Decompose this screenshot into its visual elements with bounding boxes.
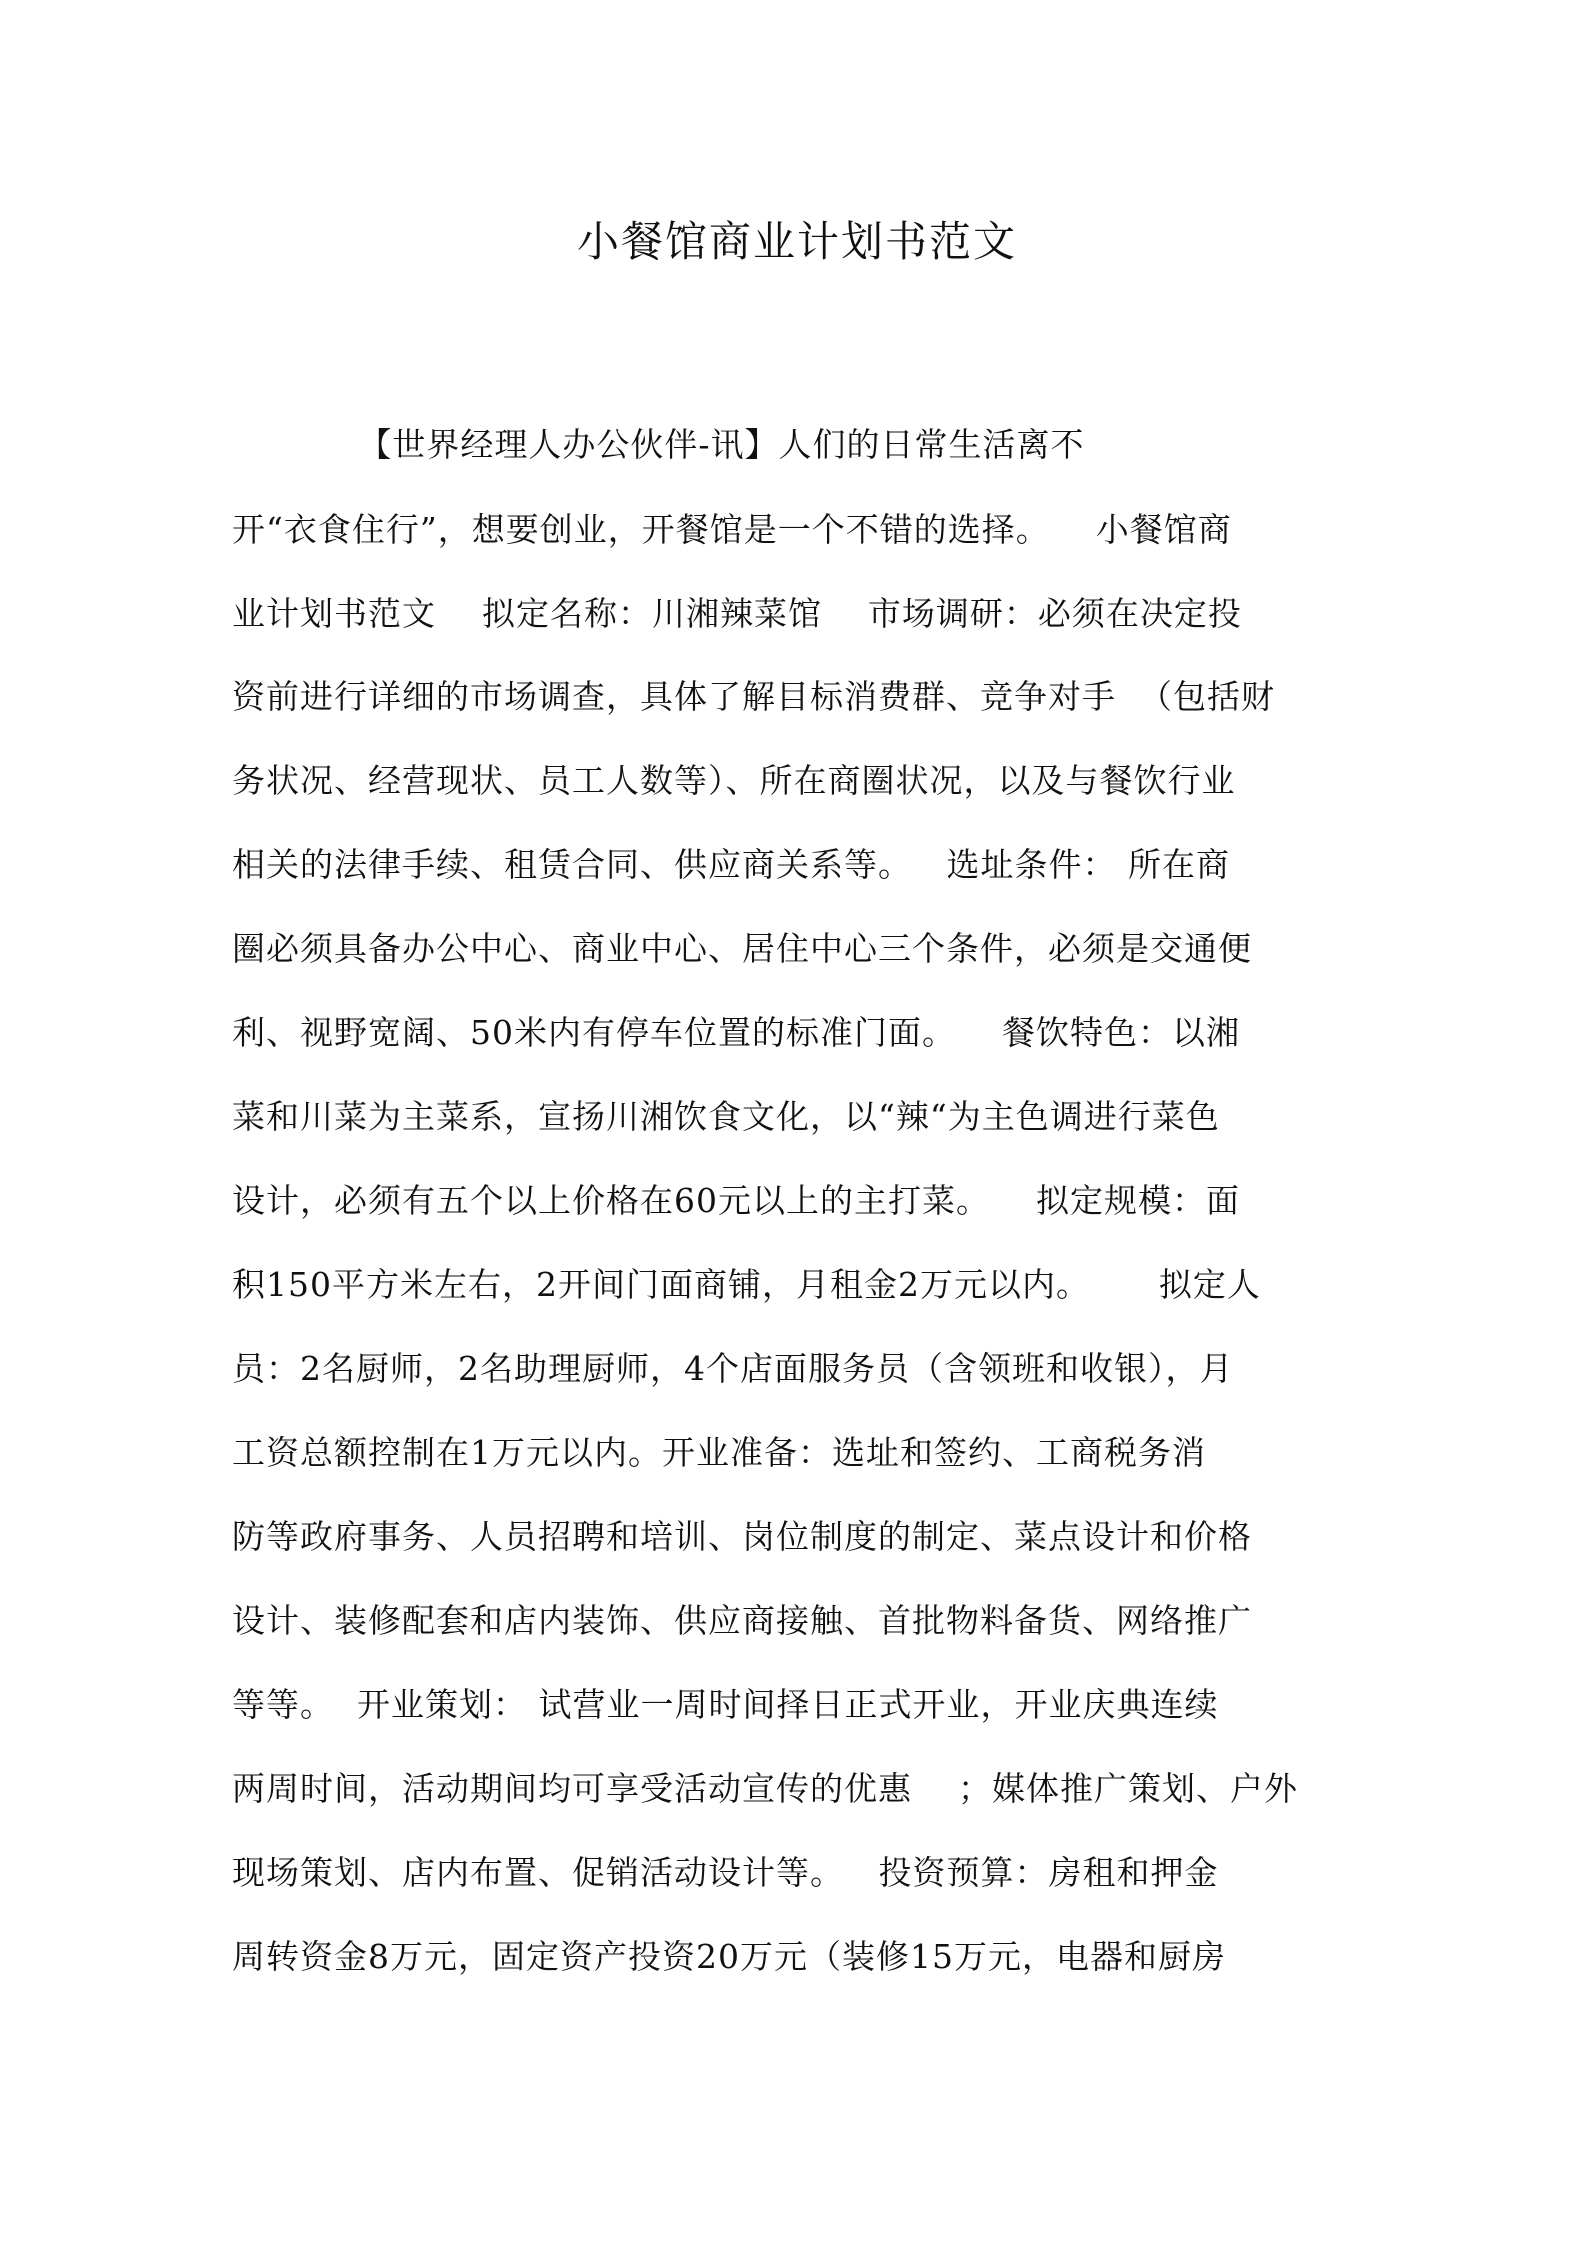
- body-line-13: 工资总额控制在1万元以内。开业准备：选址和签约、工商税务消: [232, 1433, 1206, 1472]
- body-line-8: 利、视野宽阔、50米内有停车位置的标准门面。 餐饮特色：以湘: [232, 1013, 1240, 1052]
- body-line-4: 资前进行详细的市场调查，具体了解目标消费群、竞争对手 （包括财: [232, 677, 1275, 716]
- body-line-18: 现场策划、店内布置、促销活动设计等。 投资预算：房租和押金: [232, 1853, 1219, 1892]
- body-line-19: 周转资金8万元，固定资产投资20万元（装修15万元，电器和厨房: [232, 1937, 1226, 1976]
- body-line-11: 积150平方米左右，2开间门面商铺，月租金2万元以内。 拟定人: [232, 1265, 1261, 1304]
- body-line-15: 设计、装修配套和店内装饰、供应商接触、首批物料备货、网络推广: [232, 1601, 1252, 1640]
- document-title: 小餐馆商业计划书范文: [576, 217, 1017, 266]
- body-line-16: 等等。 开业策划： 试营业一周时间择日正式开业，开业庆典连续: [232, 1685, 1219, 1724]
- body-line-7: 圈必须具备办公中心、商业中心、居住中心三个条件，必须是交通便: [232, 929, 1252, 968]
- body-line-6: 相关的法律手续、租赁合同、供应商关系等。 选址条件： 所在商: [232, 845, 1230, 884]
- body-line-12: 员：2名厨师，2名助理厨师，4个店面服务员（含领班和收银），月: [232, 1349, 1234, 1388]
- body-line-14: 防等政府事务、人员招聘和培训、岗位制度的制定、菜点设计和价格: [232, 1517, 1252, 1556]
- body-line-2: 开“衣食住行”，想要创业，开餐馆是一个不错的选择。 小餐馆商: [232, 510, 1232, 549]
- body-line-1: 【世界经理人办公伙伴-讯】人们的日常生活离不: [232, 425, 1085, 464]
- body-line-10: 设计，必须有五个以上价格在60元以上的主打菜。 拟定规模：面: [232, 1181, 1240, 1220]
- body-line-5: 务状况、经营现状、员工人数等）、所在商圈状况，以及与餐饮行业: [232, 761, 1236, 800]
- body-line-17: 两周时间，活动期间均可享受活动宣传的优惠 ；媒体推广策划、户外: [232, 1769, 1298, 1808]
- body-line-3: 业计划书范文 拟定名称：川湘辣菜馆 市场调研：必须在决定投: [232, 594, 1242, 633]
- body-line-9: 菜和川菜为主菜系，宣扬川湘饮食文化，以“辣“为主色调进行菜色: [232, 1097, 1220, 1136]
